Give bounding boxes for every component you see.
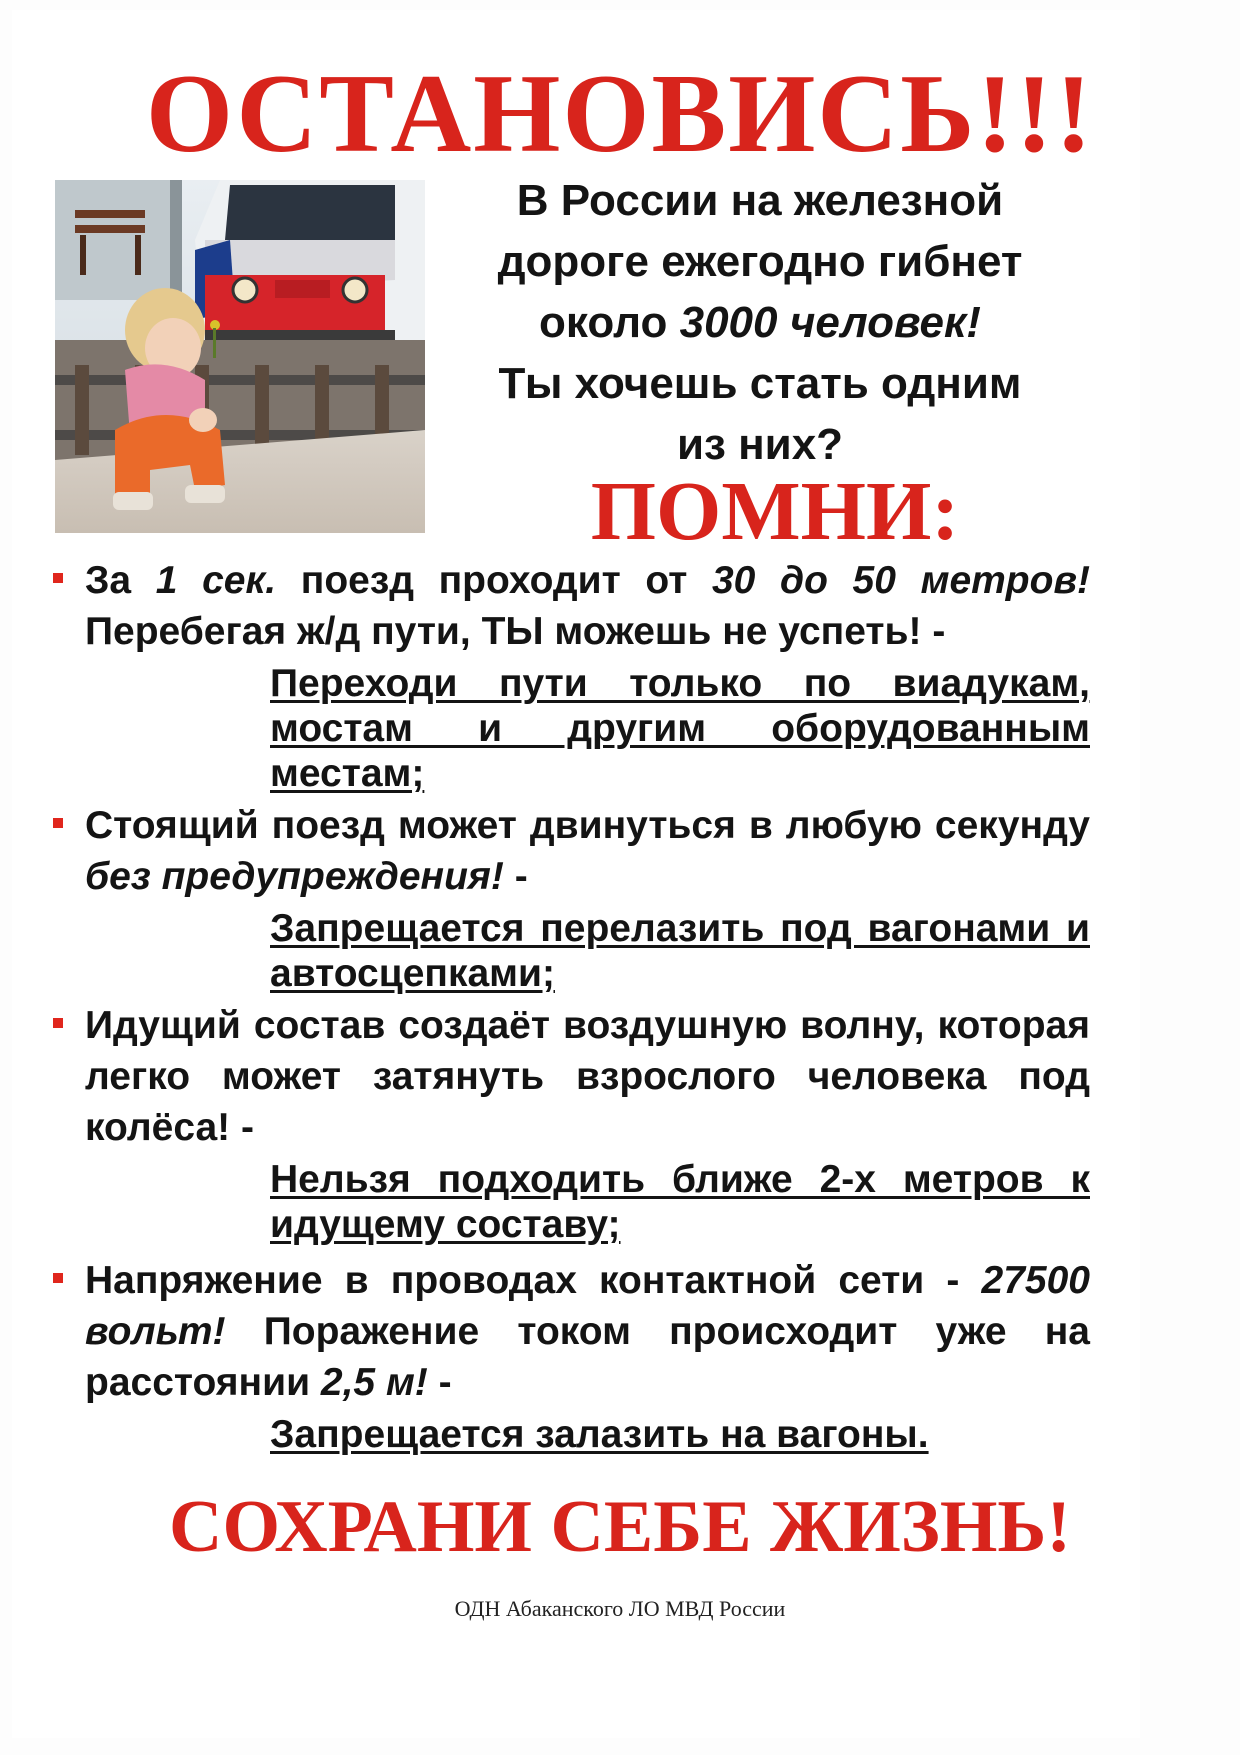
safety-fact [85, 1255, 1090, 1408]
bullet-icon [53, 573, 63, 583]
intro-line: дороге ежегодно гибнет [497, 237, 1023, 286]
safety-rule: Запрещается перелазить под вагонами и автосцепками; [270, 907, 1090, 995]
safety-fact: Идущий состав создаёт воздушную волну, которая легко может затянуть взрослого человека под колёса! - [85, 1004, 1090, 1149]
poster-title: ОСТАНОВИСЬ!!! [145, 52, 1095, 176]
fact-emphasis: 30 до 50 метров! [711, 559, 1090, 602]
organization-signature: ОДН Абаканского ЛО МВД России [454, 1596, 786, 1621]
intro-line-text: около [539, 298, 680, 347]
intro-statistics [440, 170, 1080, 475]
fact-text: Поражение током происходит уже на расстоянии [85, 1310, 1090, 1404]
bullet-icon [53, 818, 63, 828]
safety-rule: Переходи пути только по виадукам, мостам и другим оборудованным местам; [270, 662, 1090, 795]
safety-item [45, 1000, 1090, 1247]
safety-item [45, 555, 1090, 796]
fact-text: Напряжение в проводах контактной сети - [85, 1259, 982, 1302]
fact-text: За [85, 559, 156, 602]
safety-rule: Нельзя подходить ближе 2-х метров к идущему составу; [270, 1158, 1090, 1246]
death-count-emphasis: 3000 человек! [679, 298, 981, 347]
safety-item [45, 800, 1090, 996]
intro-line: В России на железной [516, 176, 1004, 225]
fact-text: - [427, 1361, 452, 1404]
safety-fact [85, 800, 1090, 902]
safety-item [45, 1255, 1090, 1457]
fact-emphasis: 27500 вольт! [85, 1259, 1090, 1353]
fact-text: - [503, 855, 528, 898]
fact-text: Стоящий поезд может двинуться в любую секунду [85, 804, 1090, 847]
fact-text: поезд проходит от [276, 559, 712, 602]
safety-rule: Запрещается залазить на вагоны. [270, 1413, 929, 1456]
fact-emphasis: 2,5 м! [320, 1361, 428, 1404]
safety-fact [85, 555, 1090, 657]
bullet-icon [53, 1273, 63, 1283]
fact-emphasis: 1 сек. [155, 559, 277, 602]
bullet-icon [53, 1018, 63, 1028]
intro-line: из них? [676, 420, 844, 469]
remember-heading: ПОМНИ: [590, 465, 960, 558]
fact-emphasis: без предупреждения! [85, 855, 504, 898]
fact-text: Перебегая ж/д пути, ТЫ можешь не успеть! - [85, 610, 946, 653]
intro-line [440, 292, 1080, 353]
child-on-railway-tracks-photo [55, 180, 425, 533]
save-your-life-slogan: СОХРАНИ СЕБЕ ЖИЗНЬ! [169, 1486, 1071, 1568]
intro-line: Ты хочешь стать одним [498, 359, 1022, 408]
